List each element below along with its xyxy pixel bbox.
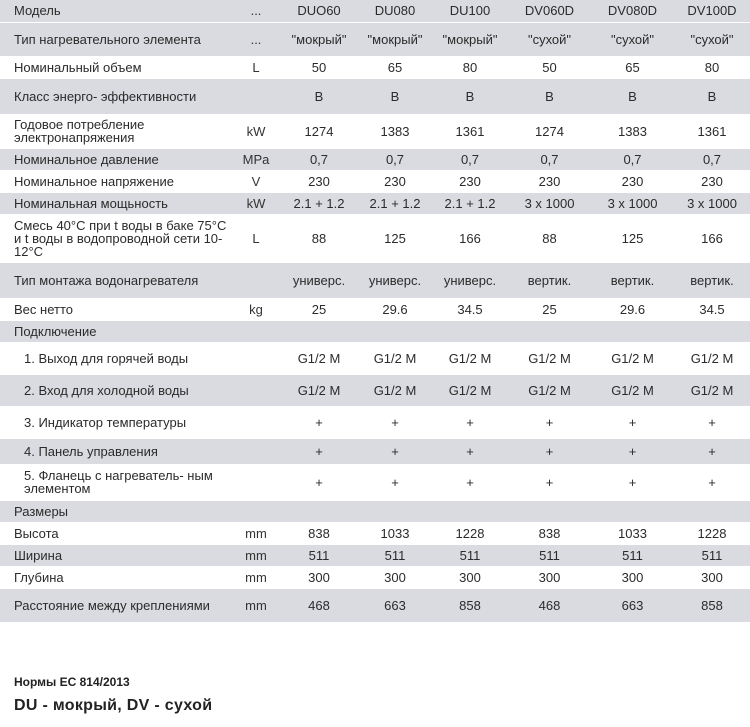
row-value: 1033 — [358, 522, 432, 544]
row-value: 468 — [280, 588, 358, 622]
row-value: 300 — [358, 566, 432, 588]
row-value: "сухой" — [674, 22, 750, 56]
header-row — [0, 0, 750, 22]
row-value: 300 — [432, 566, 508, 588]
row-value: 300 — [674, 566, 750, 588]
row-value: 230 — [674, 170, 750, 192]
row-unit: kW — [232, 192, 280, 214]
row-value: + — [358, 406, 432, 438]
row-param-label: Глубина — [0, 566, 232, 588]
row-value: G1/2 M — [674, 342, 750, 374]
header-model: DU080 — [358, 0, 432, 22]
header-model: DV060D — [508, 0, 591, 22]
row-value: 300 — [508, 566, 591, 588]
row-value: 88 — [508, 214, 591, 262]
row-value: 80 — [432, 56, 508, 78]
row-value: + — [591, 464, 674, 500]
row-value: вертик. — [591, 262, 674, 298]
table-row — [0, 522, 750, 544]
row-unit: mm — [232, 544, 280, 566]
row-value: B — [508, 78, 591, 114]
row-value: B — [432, 78, 508, 114]
row-param-label: Высота — [0, 522, 232, 544]
table-row — [0, 214, 750, 262]
row-param-label: Ширина — [0, 544, 232, 566]
row-param-label: Расстояние между креплениями — [0, 588, 232, 622]
row-value: "мокрый" — [280, 22, 358, 56]
row-value: + — [591, 406, 674, 438]
row-value: 511 — [280, 544, 358, 566]
row-unit — [232, 438, 280, 464]
row-unit: mm — [232, 588, 280, 622]
row-unit — [232, 262, 280, 298]
row-value — [674, 500, 750, 522]
row-value: 511 — [358, 544, 432, 566]
row-value: 65 — [591, 56, 674, 78]
norms-note: Нормы ЕС 814/2013 — [14, 675, 130, 689]
row-value: 1274 — [280, 114, 358, 148]
row-value: + — [432, 406, 508, 438]
row-value: 1383 — [591, 114, 674, 148]
row-unit: L — [232, 56, 280, 78]
row-param-label: Номинальное напряжение — [0, 170, 232, 192]
row-unit: ... — [232, 22, 280, 56]
row-value: 50 — [280, 56, 358, 78]
table-row — [0, 78, 750, 114]
row-value: G1/2 M — [508, 374, 591, 406]
row-value: 838 — [280, 522, 358, 544]
row-value: 88 — [280, 214, 358, 262]
row-value: G1/2 M — [508, 342, 591, 374]
row-unit: V — [232, 170, 280, 192]
row-value: 230 — [591, 170, 674, 192]
row-value: 1228 — [432, 522, 508, 544]
row-unit — [232, 464, 280, 500]
row-value: "мокрый" — [432, 22, 508, 56]
row-value: универс. — [358, 262, 432, 298]
table-row — [0, 464, 750, 500]
row-value: 50 — [508, 56, 591, 78]
table-row — [0, 374, 750, 406]
row-value: + — [358, 438, 432, 464]
row-unit — [232, 406, 280, 438]
row-param-label: 4. Панель управления — [0, 438, 232, 464]
row-value: "сухой" — [591, 22, 674, 56]
header-model: DV080D — [591, 0, 674, 22]
row-value: + — [280, 464, 358, 500]
table-row — [0, 320, 750, 342]
table-row — [0, 406, 750, 438]
row-value: 300 — [280, 566, 358, 588]
row-value: 1361 — [432, 114, 508, 148]
row-value — [432, 500, 508, 522]
row-value: 125 — [358, 214, 432, 262]
row-value — [508, 500, 591, 522]
table-row — [0, 170, 750, 192]
row-value: 25 — [280, 298, 358, 320]
row-value: + — [508, 406, 591, 438]
row-value: 80 — [674, 56, 750, 78]
row-value: G1/2 M — [591, 374, 674, 406]
row-value: 511 — [432, 544, 508, 566]
row-value: 0,7 — [674, 148, 750, 170]
row-value: G1/2 M — [432, 374, 508, 406]
row-value: 1274 — [508, 114, 591, 148]
row-value: 663 — [358, 588, 432, 622]
row-value: B — [674, 78, 750, 114]
row-value: + — [432, 464, 508, 500]
row-value: + — [432, 438, 508, 464]
row-param-label: Подключение — [0, 320, 232, 342]
table-row — [0, 298, 750, 320]
row-value: универс. — [432, 262, 508, 298]
row-value: 1383 — [358, 114, 432, 148]
row-value: 0,7 — [358, 148, 432, 170]
row-value: G1/2 M — [358, 342, 432, 374]
row-value: B — [358, 78, 432, 114]
row-unit — [232, 320, 280, 342]
row-value: 468 — [508, 588, 591, 622]
row-value: вертик. — [674, 262, 750, 298]
row-value: 29.6 — [591, 298, 674, 320]
table-row — [0, 262, 750, 298]
row-param-label: 5. Фланець с нагреватель- ным элементом — [0, 464, 232, 500]
row-value: + — [280, 406, 358, 438]
table-row — [0, 56, 750, 78]
row-value — [280, 500, 358, 522]
row-param-label: Тип нагревательного элемента — [0, 22, 232, 56]
row-value: 858 — [674, 588, 750, 622]
row-param-label: Годовое потребление электронапряжения — [0, 114, 232, 148]
row-value: 29.6 — [358, 298, 432, 320]
row-value — [432, 320, 508, 342]
row-value: универс. — [280, 262, 358, 298]
row-value: 65 — [358, 56, 432, 78]
row-value: G1/2 M — [674, 374, 750, 406]
row-param-label: Вес нетто — [0, 298, 232, 320]
row-value: 3 x 1000 — [508, 192, 591, 214]
row-value: 1033 — [591, 522, 674, 544]
table-row — [0, 588, 750, 622]
row-value — [591, 320, 674, 342]
row-value: 1228 — [674, 522, 750, 544]
row-value: "мокрый" — [358, 22, 432, 56]
row-value: + — [674, 406, 750, 438]
row-value: 230 — [358, 170, 432, 192]
row-unit: L — [232, 214, 280, 262]
row-unit: MPa — [232, 148, 280, 170]
row-value — [358, 500, 432, 522]
row-value: 3 x 1000 — [674, 192, 750, 214]
row-value: 166 — [432, 214, 508, 262]
row-value: 511 — [591, 544, 674, 566]
row-value: 0,7 — [280, 148, 358, 170]
row-value: 1361 — [674, 114, 750, 148]
header-model: DV100D — [674, 0, 750, 22]
row-param-label: Размеры — [0, 500, 232, 522]
row-unit — [232, 342, 280, 374]
row-param-label: 1. Выход для горячей воды — [0, 342, 232, 374]
row-value: 2.1 + 1.2 — [280, 192, 358, 214]
row-param-label: Класс энерго- эффективности — [0, 78, 232, 114]
row-param-label: Номинальная мощьность — [0, 192, 232, 214]
row-value: + — [674, 464, 750, 500]
row-unit — [232, 374, 280, 406]
header-unit: ... — [232, 0, 280, 22]
header-param: Модель — [0, 0, 232, 22]
row-value: + — [508, 464, 591, 500]
row-value: вертик. — [508, 262, 591, 298]
row-value: 838 — [508, 522, 591, 544]
row-unit — [232, 78, 280, 114]
row-value: B — [280, 78, 358, 114]
row-unit: mm — [232, 522, 280, 544]
row-value: + — [280, 438, 358, 464]
row-unit — [232, 500, 280, 522]
header-model: DUO60 — [280, 0, 358, 22]
row-value: 125 — [591, 214, 674, 262]
row-param-label: Смесь 40°С при t воды в баке 75°С и t воды в водопроводной сети 10-12°С — [0, 214, 232, 262]
row-value: 300 — [591, 566, 674, 588]
row-value: 0,7 — [432, 148, 508, 170]
row-value: + — [674, 438, 750, 464]
row-value: 0,7 — [508, 148, 591, 170]
row-value: 34.5 — [674, 298, 750, 320]
row-value: 166 — [674, 214, 750, 262]
row-value — [591, 500, 674, 522]
row-value: "сухой" — [508, 22, 591, 56]
row-value — [674, 320, 750, 342]
table-row — [0, 544, 750, 566]
type-legend: DU - мокрый, DV - сухой — [14, 697, 213, 714]
row-value: G1/2 M — [591, 342, 674, 374]
row-value: + — [358, 464, 432, 500]
row-value: + — [508, 438, 591, 464]
row-value: 511 — [674, 544, 750, 566]
row-value — [508, 320, 591, 342]
row-value: 2.1 + 1.2 — [432, 192, 508, 214]
row-value: G1/2 M — [358, 374, 432, 406]
row-value: 511 — [508, 544, 591, 566]
row-param-label: Номинальное давление — [0, 148, 232, 170]
row-value: 3 x 1000 — [591, 192, 674, 214]
table-row — [0, 342, 750, 374]
row-value: G1/2 M — [432, 342, 508, 374]
row-param-label: 2. Вход для холодной воды — [0, 374, 232, 406]
row-unit: kW — [232, 114, 280, 148]
row-value: + — [591, 438, 674, 464]
row-value: 34.5 — [432, 298, 508, 320]
header-model: DU100 — [432, 0, 508, 22]
row-value: 0,7 — [591, 148, 674, 170]
row-unit: kg — [232, 298, 280, 320]
table-row — [0, 114, 750, 148]
row-value: 663 — [591, 588, 674, 622]
row-value: 230 — [280, 170, 358, 192]
row-param-label: Тип монтажа водонагревателя — [0, 262, 232, 298]
table-row — [0, 438, 750, 464]
table-row — [0, 500, 750, 522]
table-row — [0, 566, 750, 588]
row-value — [280, 320, 358, 342]
row-value — [358, 320, 432, 342]
row-value: 858 — [432, 588, 508, 622]
row-unit: mm — [232, 566, 280, 588]
row-value: 230 — [508, 170, 591, 192]
row-value: 230 — [432, 170, 508, 192]
row-value: 2.1 + 1.2 — [358, 192, 432, 214]
row-value: 25 — [508, 298, 591, 320]
table-row — [0, 22, 750, 56]
row-param-label: Номинальный объем — [0, 56, 232, 78]
table-row — [0, 148, 750, 170]
row-value: G1/2 M — [280, 342, 358, 374]
row-value: B — [591, 78, 674, 114]
row-param-label: 3. Индикатор температуры — [0, 406, 232, 438]
row-value: G1/2 M — [280, 374, 358, 406]
table-row — [0, 192, 750, 214]
